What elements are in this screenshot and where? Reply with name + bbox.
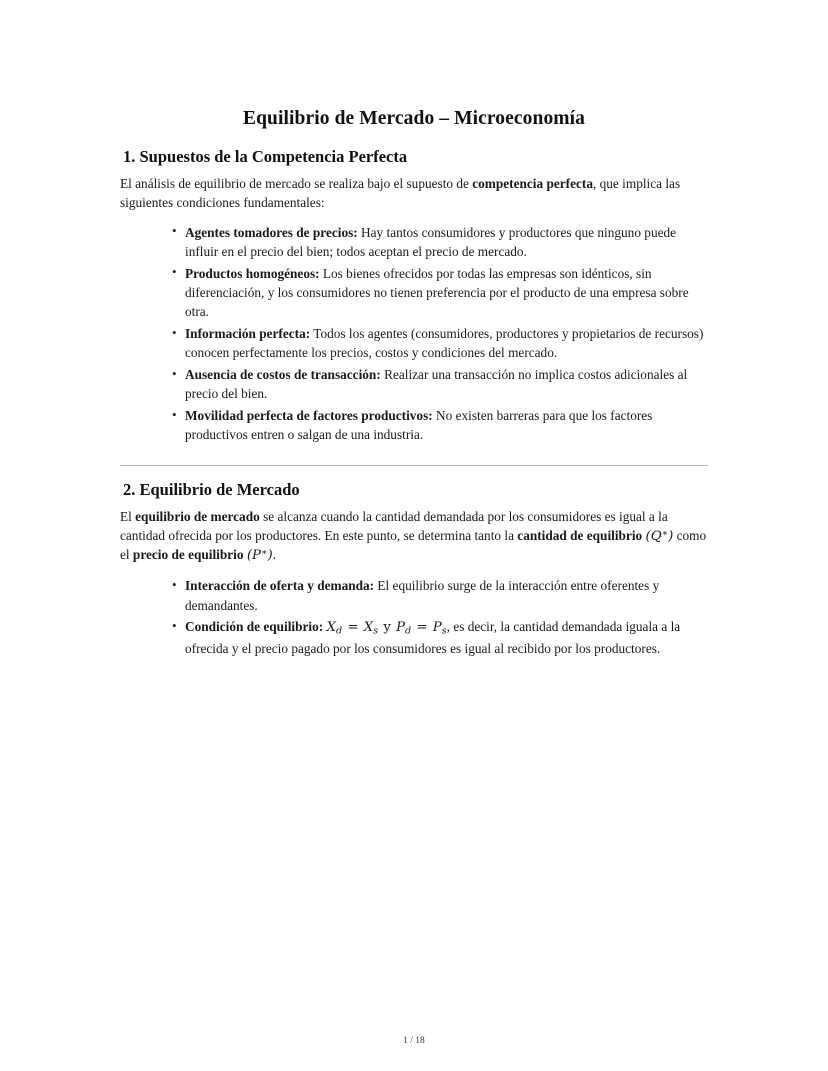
math-price-equilibrium: (P∗) (246, 547, 273, 564)
section-1-heading: 1. Supuestos de la Competencia Perfecta (123, 147, 408, 166)
section-1-intro-emphasis: competencia perfecta (472, 176, 593, 191)
bullet-term: Información perfecta: (185, 326, 311, 342)
section-1-intro-paragraph (120, 175, 708, 213)
list-item (172, 365, 708, 404)
section-2-bullet-list (120, 576, 708, 658)
bullet-text: Realizar una transacción no implica costos adicionales al precio del bien. (185, 367, 688, 402)
bullet-text: Hay tantos consumidores y productores que ninguno puede influir en el precio del bien; todos aceptan el precio de mercado. (185, 224, 677, 260)
bullet-term: Movilidad perfecta de factores productivos: (185, 408, 433, 424)
section-2-intro-emphasis-3: precio de equilibrio (132, 547, 244, 563)
section-2-intro-text-c: como el (120, 527, 707, 563)
list-item (172, 324, 708, 363)
list-item (172, 617, 708, 658)
section-divider (120, 465, 708, 466)
bullet-text: Los bienes ofrecidos por todas las empresas son idénticos, sin diferenciación, y los consumidores no tienen preferencia por el producto de una empresa sobre otra. (185, 265, 689, 320)
page-title: Equilibrio de Mercado – Microeconomía (242, 108, 586, 129)
section-2-heading: 2. Equilibrio de Mercado (123, 479, 300, 499)
list-item (172, 406, 708, 445)
bullet-text: El equilibrio surge de la interacción entre oferentes y demandantes. (185, 578, 660, 613)
math-quantity-equilibrium: (Q∗) (645, 527, 674, 544)
section-2-intro-paragraph (120, 508, 708, 567)
bullet-term: Productos homogéneos: (185, 265, 320, 281)
list-item (172, 264, 708, 322)
bullet-term: Interacción de oferta y demanda: (185, 578, 375, 594)
page-footer: 1 / 18 (403, 1036, 425, 1046)
list-item (172, 223, 708, 262)
section-2-intro-text-b: se alcanza cuando la cantidad demandada por los consumidores es igual a la cantidad ofrecida por los productores. En este punto, se determina tanto la (120, 508, 668, 543)
section-1-intro-text-b: , que implica las siguientes condiciones fundamentales: (120, 176, 681, 210)
section-1-intro-text-a: El análisis de equilibrio de mercado se realiza bajo el supuesto de (120, 176, 473, 191)
section-equilibrio-de-mercado (120, 480, 708, 658)
bullet-term: Agentes tomadores de precios: (185, 224, 358, 240)
section-2-intro-emphasis-1: equilibrio de mercado (135, 508, 260, 524)
bullet-term: Ausencia de costos de transacción: (185, 367, 381, 383)
bullet-text: No existen barreras para que los factores productivos entren o salgan de una industria. (185, 408, 653, 443)
list-item (172, 576, 708, 615)
bullet-term: Condición de equilibrio: (185, 619, 324, 635)
math-equilibrium-condition: $X_d = X_s$ y $P_d = P_s$ (326, 620, 447, 637)
section-2-intro-emphasis-2: cantidad de equilibrio (517, 527, 643, 543)
bullet-text: , es decir, la cantidad demandada iguala a la ofrecida y el precio pagado por los consumidores es igual al recibido por los productores. (185, 619, 681, 656)
section-2-intro-text-d: . (272, 547, 277, 563)
section-supuestos-competencia-perfecta (120, 147, 708, 445)
bullet-text: Todos los agentes (consumidores, productores y propietarios de recursos) conocen perfectamente los precios, costos y condiciones del mercado. (185, 326, 704, 361)
section-1-bullet-list (120, 223, 708, 445)
section-2-intro-text-a: El (120, 508, 136, 524)
